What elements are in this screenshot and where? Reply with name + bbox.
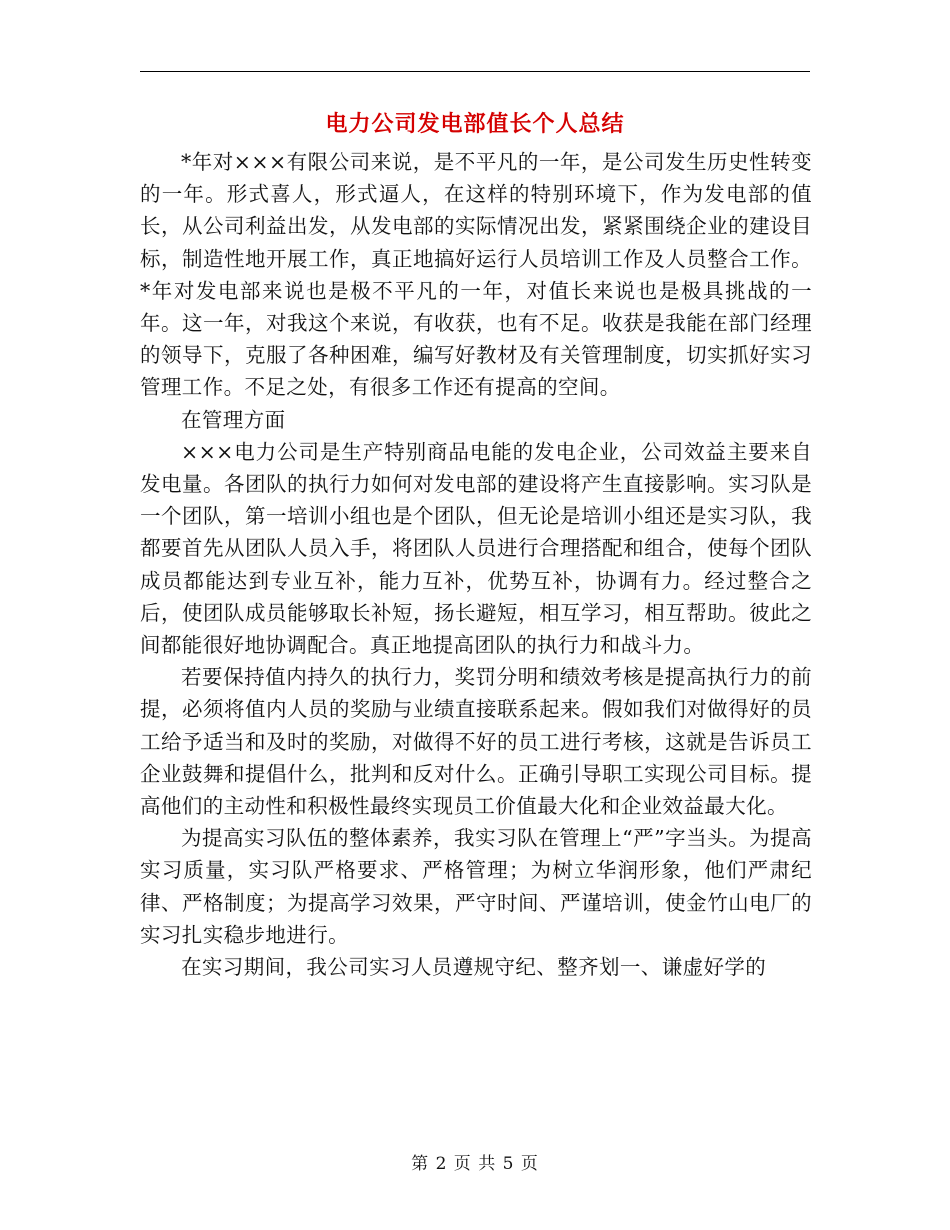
paragraph-intro: *年对×××有限公司来说，是不平凡的一年，是公司发生历史性转变的一年。形式喜人，形式逼人，在这样的特别环境下，作为发电部的值长，从公司利益出发，从发电部的实际情况出发，紧紧围绕企业的建设目标，制造性地开展工作，真正地搞好运行人员培训工作及人员整合工作。*年对发电部来说也是极不平凡的一年，对值长来说也是极具挑战的一年。这一年，对我这个来说，有收获，也有不足。收获是我能在部门经理的领导下，克服了各种困难，编写好教材及有关管理制度，切实抓好实习管理工作。不足之处，有很多工作还有提高的空间。 xyxy=(140,150,812,400)
paragraph-execution: 若要保持值内持久的执行力，奖罚分明和绩效考核是提高执行力的前提，必须将值内人员的奖励与业绩直接联系起来。假如我们对做得好的员工给予适当和及时的奖励，对做得不好的员工进行考核，这就是告诉员工企业鼓舞和提倡什么，批判和反对什么。正确引导职工实现公司目标。提高他们的主动性和积极性最终实现员工价值最大化和企业效益最大化。 xyxy=(140,665,812,819)
page-number-footer: 第 2 页 共 5 页 xyxy=(411,1154,539,1174)
paragraph-team: ×××电力公司是生产特别商品电能的发电企业，公司效益主要来自发电量。各团队的执行力如何对发电部的建设将产生直接影响。实习队是一个团队，第一培训小组也是个团队，但无论是培训小组还是实习队，我都要首先从团队人员入手，将团队人员进行合理搭配和组合，使每个团队成员都能达到专业互补，能力互补，优势互补，协调有力。经过整合之后，使团队成员能够取长补短，扬长避短，相互学习，相互帮助。彼此之间都能很好地协调配合。真正地提高团队的执行力和战斗力。 xyxy=(140,439,812,658)
paragraph-internship: 在实习期间，我公司实习人员遵规守纪、整齐划一、谦虚好学的 xyxy=(181,955,767,980)
document-body xyxy=(140,146,812,983)
header-rule xyxy=(140,71,810,72)
document-title: 电力公司发电部值长个人总结 xyxy=(325,111,625,137)
section-heading-management: 在管理方面 xyxy=(181,407,286,432)
paragraph-quality: 为提高实习队伍的整体素养，我实习队在管理上“严”字当头。为提高实习质量，实习队严格要求、严格管理；为树立华润形象，他们严肃纪律、严格制度；为提高学习效果，严守时间、严谨培训，使金竹山电厂的实习扎实稳步地进行。 xyxy=(140,826,812,947)
